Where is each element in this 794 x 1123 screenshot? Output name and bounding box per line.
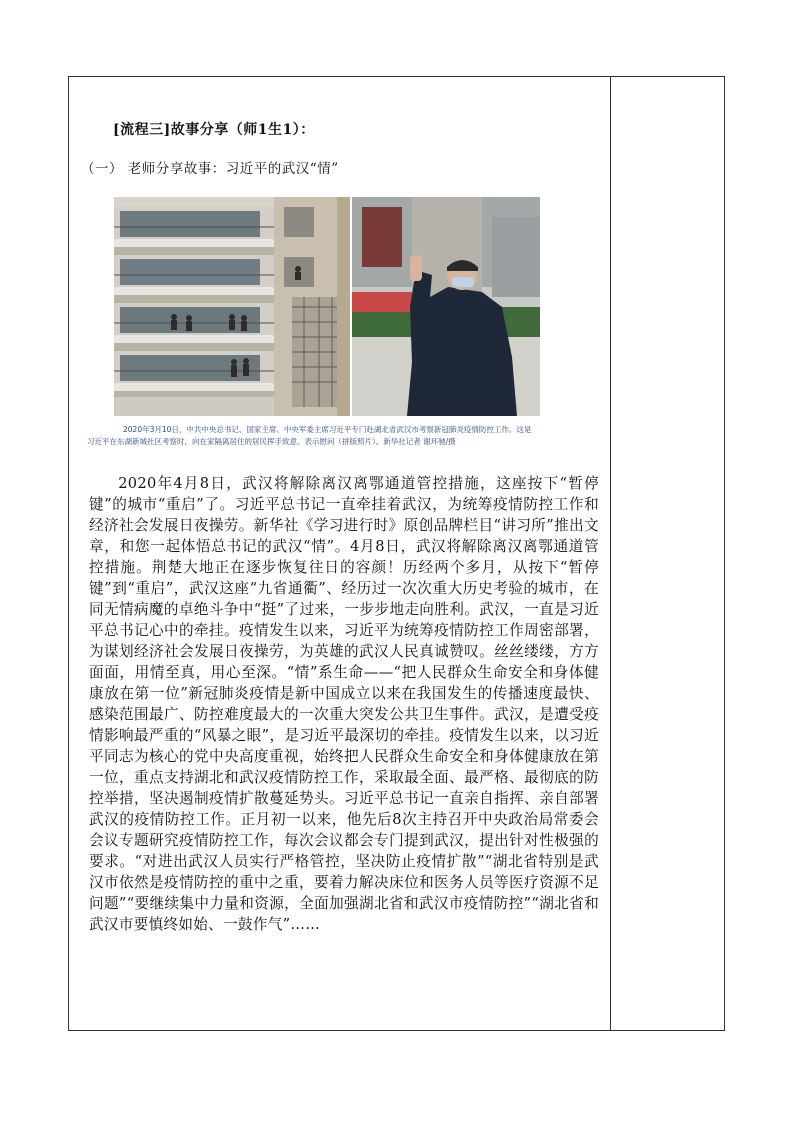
apartment-balconies-photo	[114, 197, 350, 416]
story-body	[89, 473, 599, 935]
notes-cell	[611, 77, 724, 1030]
document-table	[68, 76, 725, 1031]
leader-waving-photo	[352, 197, 540, 416]
story-paragraph: 2020年4月8日，武汉将解除离汉离鄂通道管控措施，这座按下“暂停键”的城市“重启”了。习近平总书记一直牵挂着武汉，为统筹疫情防控工作和经济社会发展日夜操劳。新华社《学习进行时》原创品牌栏目“讲习所”推出文章，和您一起体悟总书记的武汉“情”。4月8日，武汉将解除离汉离鄂通道管控措施。荆楚大地正在逐步恢复往日的容颜！历经两个多月，从按下“暂停键”到“重启”，武汉这座“九省通衢”、经历过一次次重大历史考验的城市，在同无情病魔的卓绝斗争中“挺”了过来，一步步地走向胜利。武汉，一直是习近平总书记心中的牵挂。疫情发生以来，习近平为统筹疫情防控工作周密部署，为谋划经济社会发展日夜操劳，为英雄的武汉人民真诚赞叹。丝丝缕缕，方方面面，用情至真，用心至深。“情”系生命——“把人民群众生命安全和身体健康放在第一位”新冠肺炎疫情是新中国成立以来在我国发生的传播速度最快、感染范围最广、防控难度最大的一次重大突发公共卫生事件。武汉，是遭受疫情影响最严重的“风暴之眼”，是习近平最深切的牵挂。疫情发生以来，以习近平同志为核心的党中央高度重视，始终把人民群众生命安全和身体健康放在第一位，重点支持湖北和武汉疫情防控工作，采取最全面、最严格、最彻底的防控举措，坚决遏制疫情扩散蔓延势头。习近平总书记一直亲自指挥、亲自部署武汉的疫情防控工作。正月初一以来，他先后8次主持召开中央政治局常委会会议专题研究疫情防控工作，每次会议都会专门提到武汉，提出针对性极强的要求。“对进出武汉人员实行严格管控，坚决防止疫情扩散”“湖北省特别是武汉市依然是疫情防控的重中之重，要着力解决床位和医务人员等医疗资源不足问题”“要继续集中力量和资源，全面加强湖北省和武汉市疫情防控”“湖北省和武汉市要慎终如始、一鼓作气”……	[89, 475, 599, 933]
main-content-cell	[69, 77, 610, 1030]
caption-line-2: 习近平在东湖新城社区考察时，向在家隔离居住的居民挥手致意、表示慰问（拼版照片）。新华社记者 谢环驰/摄	[87, 437, 456, 446]
photo-caption	[87, 424, 567, 448]
section-heading: （一） 老师分享故事：习近平的武汉“情”	[81, 161, 339, 177]
caption-line-1: 2020年3月10日，中共中央总书记、国家主席、中央军委主席习近平专门赴湖北省武汉市考察新冠肺炎疫情防控工作。这是	[123, 425, 532, 434]
flow-heading: [流程三]故事分享（师1生1）：	[113, 122, 315, 138]
news-photo-composite	[114, 197, 540, 416]
